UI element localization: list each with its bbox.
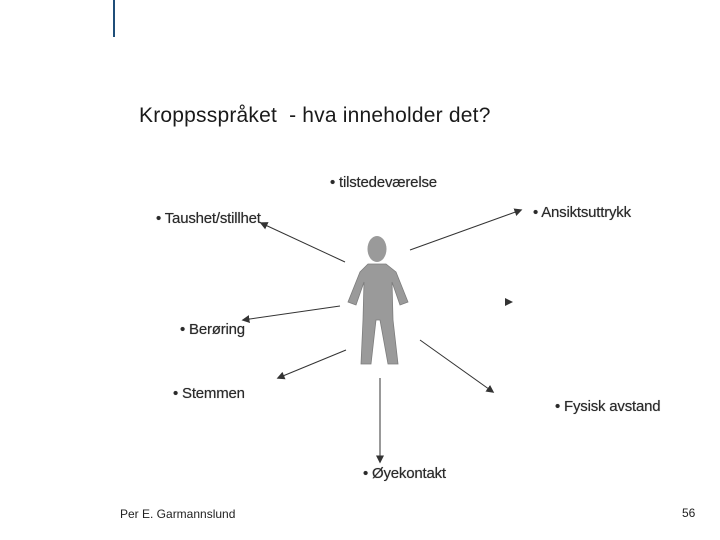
footer-author: Per E. Garmannslund (120, 507, 236, 521)
slide-title: Kroppsspråket - hva inneholder det? (139, 104, 491, 127)
person-figure-icon (348, 236, 408, 364)
arrow-facial (410, 210, 521, 250)
arrow-silence (261, 223, 345, 262)
label-physical-distance: • Fysisk avstand (555, 398, 661, 415)
label-silence: • Taushet/stillhet (156, 210, 261, 227)
label-presence: • tilstedeværelse (330, 174, 437, 191)
label-touch: • Berøring (180, 321, 245, 338)
arrow-touch (243, 306, 340, 320)
page-number: 56 (682, 506, 696, 520)
stray-arrowhead (505, 298, 513, 306)
label-voice: • Stemmen (173, 385, 245, 402)
label-eye-contact: • Øyekontakt (363, 465, 446, 482)
arrow-distance (420, 340, 493, 392)
arrow-voice (278, 350, 346, 378)
label-facial-expression: • Ansiktsuttrykk (533, 204, 631, 221)
